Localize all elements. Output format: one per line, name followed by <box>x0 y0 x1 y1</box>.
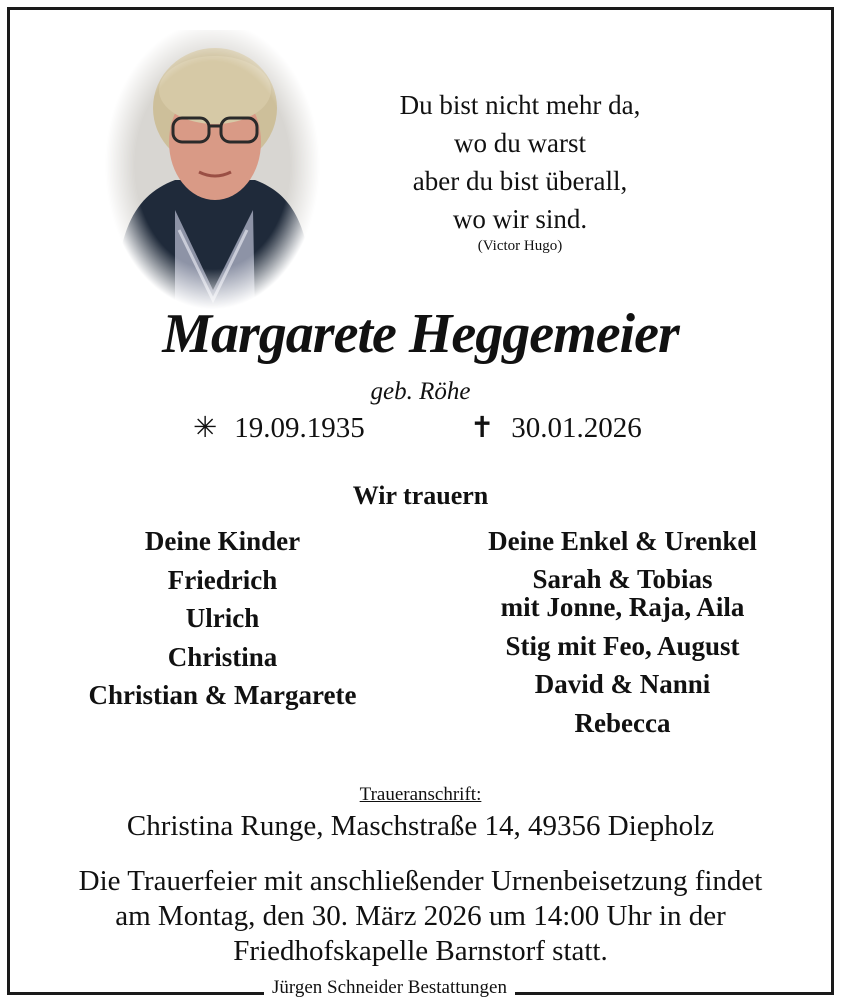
grandchildren-heading: Deine Enkel & Urenkel <box>488 526 757 556</box>
poem-quote <box>380 86 660 256</box>
maiden-name: geb. Röhe <box>370 378 471 405</box>
service-line: am Montag, den 30. März 2026 um 14:00 Uhr in der <box>115 900 726 932</box>
death-date: 30.01.2026 <box>511 412 642 444</box>
child-name: Friedrich <box>167 564 278 595</box>
mourners-title: Wir trauern <box>352 481 489 510</box>
undertaker-name: Jürgen Schneider Bestattungen <box>264 976 515 1000</box>
death-date-line <box>470 410 642 445</box>
quote-line: wo wir sind. <box>452 204 588 234</box>
mourning-address: Christina Runge, Maschstraße 14, 49356 Diepholz <box>126 810 715 842</box>
children-heading: Deine Kinder <box>144 526 301 556</box>
deceased-name: Margarete Heggemeier <box>162 303 679 365</box>
quote-author: (Victor Hugo) <box>477 238 563 254</box>
service-line: Friedhofskapelle Barnstorf statt. <box>233 935 608 967</box>
grandchild-line: mit Jonne, Raja, Aila <box>500 591 745 622</box>
grandchildren-column <box>455 522 790 742</box>
portrait-photo <box>105 30 320 318</box>
quote-line: aber du bist überall, <box>412 166 628 196</box>
birth-date: 19.09.1935 <box>234 412 365 444</box>
cross-icon: ✝ <box>470 412 495 444</box>
grandchild-line: Stig mit Feo, August <box>505 630 740 661</box>
quote-line: Du bist nicht mehr da, <box>399 90 641 120</box>
quote-line: wo du warst <box>454 128 586 158</box>
service-line: Die Trauerfeier mit anschließender Urnenbeisetzung findet <box>78 865 763 897</box>
child-name: Ulrich <box>185 603 260 633</box>
grandchild-line: David & Nanni <box>534 669 711 699</box>
child-name: Christina <box>167 641 278 672</box>
child-name: Christian & Margarete <box>88 680 357 710</box>
funeral-service-info <box>30 864 811 969</box>
birth-date-line <box>193 410 365 445</box>
address-label: Traueranschrift: <box>359 784 482 805</box>
grandchild-line: Rebecca <box>574 707 671 738</box>
asterisk-icon: ✳ <box>193 412 218 444</box>
children-column <box>60 522 385 715</box>
grandchild-line: Sarah & Tobias <box>532 563 713 594</box>
